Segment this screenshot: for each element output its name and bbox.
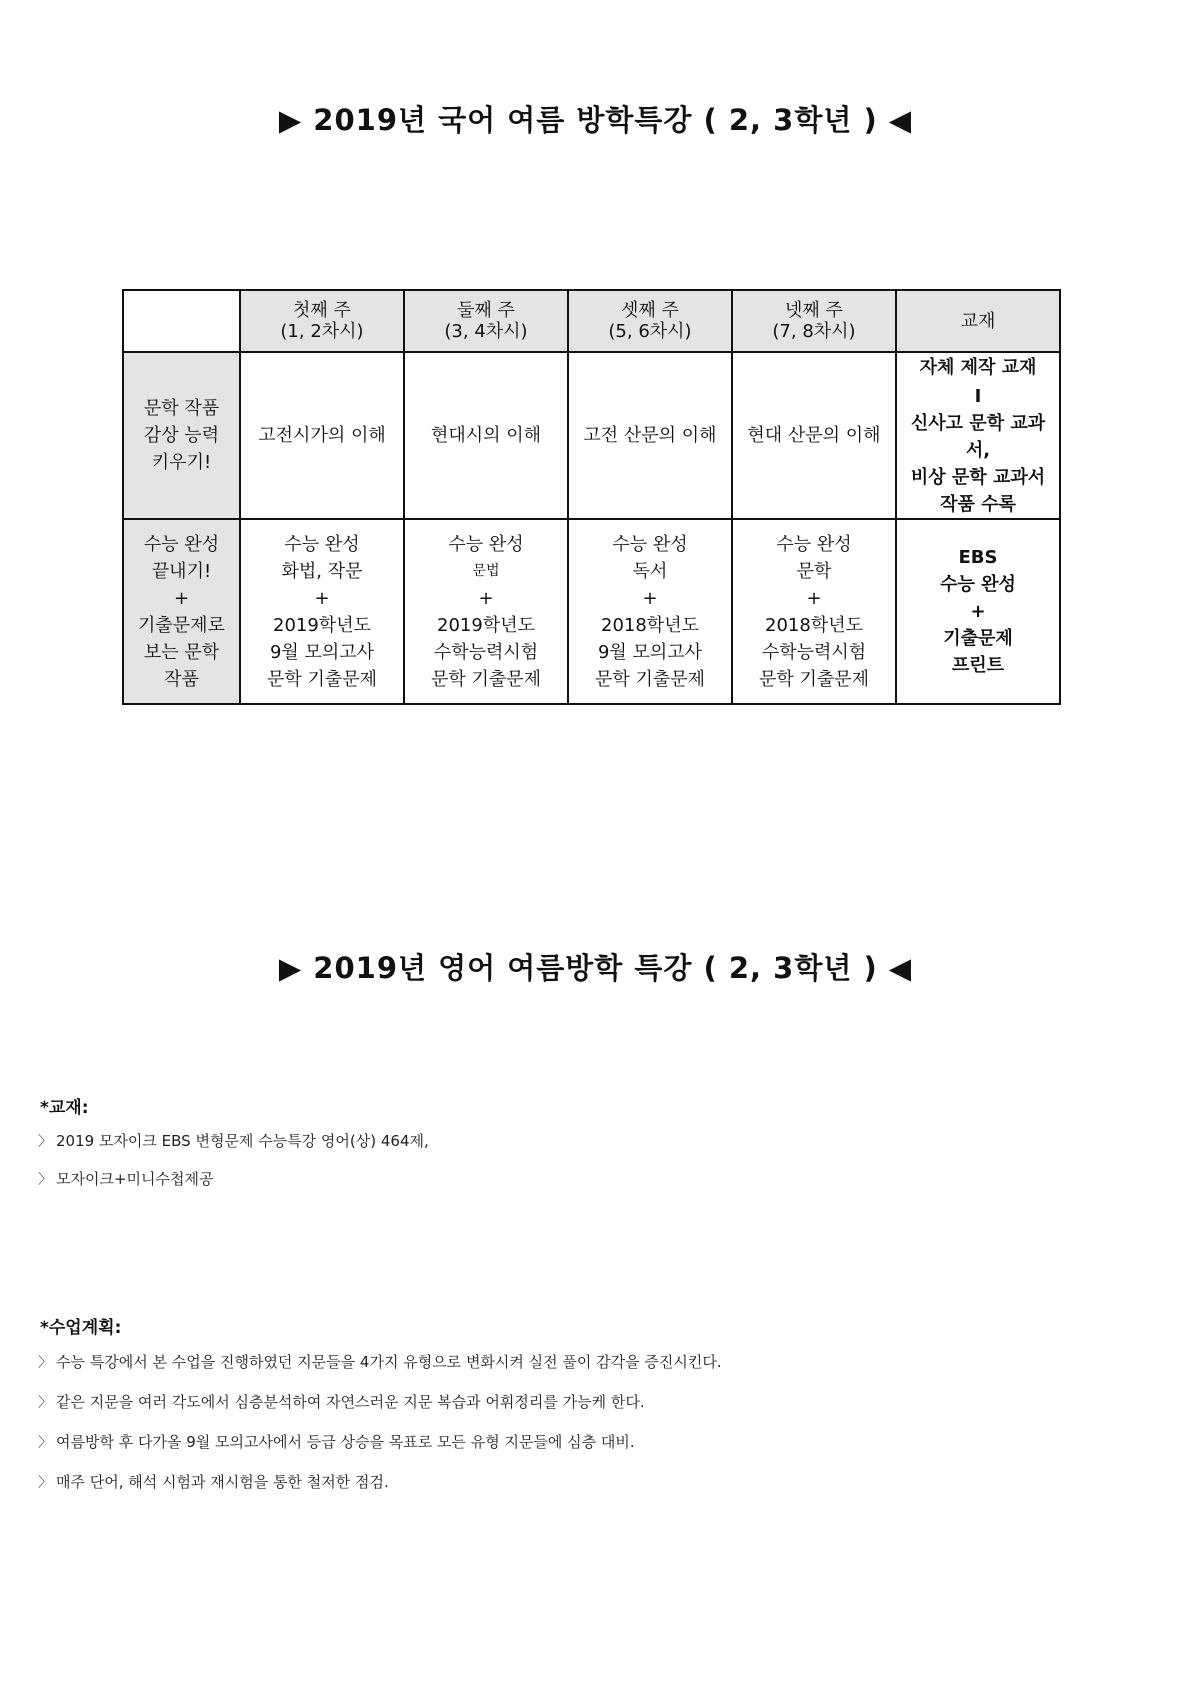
header-textbook: 교재 (896, 290, 1060, 352)
cell-week-2: 현대시의 이해 (404, 352, 568, 519)
cell-textbook: EBS 수능 완성 + 기출문제 프린트 (896, 519, 1060, 704)
header-week-3: 셋째 주 (5, 6차시) (568, 290, 732, 352)
chevron-right-icon: 〉 (38, 1395, 52, 1411)
chevron-right-icon: 〉 (38, 1435, 52, 1451)
list-item: 〉 모자이크+미니수첩제공 (38, 1170, 214, 1188)
cell-textbook: 자체 제작 교재 I 신사고 문학 교과서, 비상 문학 교과서 작품 수록 (896, 352, 1060, 519)
header-week-1: 첫째 주 (1, 2차시) (240, 290, 404, 352)
table-row (123, 352, 1060, 519)
list-item: 〉 매주 단어, 해석 시험과 재시험을 통한 철저한 점검. (38, 1473, 389, 1491)
cell-week-2: 수능 완성 문법 + 2019학년도 수학능력시험 문학 기출문제 (404, 519, 568, 704)
list-item: 〉 수능 특강에서 본 수업을 진행하였던 지문들을 4가지 유형으로 변화시켜 실전 풀이 감각을 증진시킨다. (38, 1353, 722, 1371)
header-week-2: 둘째 주 (3, 4차시) (404, 290, 568, 352)
list-item: 〉 여름방학 후 다가올 9월 모의고사에서 등급 상승을 목표로 모든 유형 지문들에 심층 대비. (38, 1433, 635, 1451)
table-row (123, 519, 1060, 704)
row-label-suneung-completion: 수능 완성 끝내기! + 기출문제로 보는 문학 작품 (123, 519, 240, 704)
cell-week-4: 수능 완성 문학 + 2018학년도 수학능력시험 문학 기출문제 (732, 519, 896, 704)
korean-course-title: ▶ 2019년 국어 여름 방학특강 ( 2, 3학년 ) ◀ (278, 103, 913, 137)
table-corner-cell (123, 290, 240, 352)
cell-week-1: 수능 완성 화법, 작문 + 2019학년도 9월 모의고사 문학 기출문제 (240, 519, 404, 704)
english-course-title: ▶ 2019년 영어 여름방학 특강 ( 2, 3학년 ) ◀ (278, 951, 913, 985)
korean-schedule-table (122, 289, 1061, 705)
chevron-right-icon: 〉 (38, 1475, 52, 1491)
table-header-row (123, 290, 1060, 352)
row-label-literature-appreciation: 문학 작품 감상 능력 키우기! (123, 352, 240, 519)
cell-week-3: 수능 완성 독서 + 2018학년도 9월 모의고사 문학 기출문제 (568, 519, 732, 704)
cell-week-3: 고전 산문의 이해 (568, 352, 732, 519)
chevron-right-icon: 〉 (38, 1134, 52, 1150)
cell-week-1: 고전시가의 이해 (240, 352, 404, 519)
chevron-right-icon: 〉 (38, 1172, 52, 1188)
list-item: 〉 같은 지문을 여러 각도에서 심층분석하여 자연스러운 지문 복습과 어휘정리를 가능케 한다. (38, 1393, 645, 1411)
materials-heading: *교재: (40, 1098, 89, 1118)
chevron-right-icon: 〉 (38, 1355, 52, 1371)
lesson-plan-heading: *수업계획: (40, 1318, 122, 1338)
cell-week-4: 현대 산문의 이해 (732, 352, 896, 519)
list-item: 〉 2019 모자이크 EBS 변형문제 수능특강 영어(상) 464제, (38, 1132, 429, 1150)
header-week-4: 넷째 주 (7, 8차시) (732, 290, 896, 352)
